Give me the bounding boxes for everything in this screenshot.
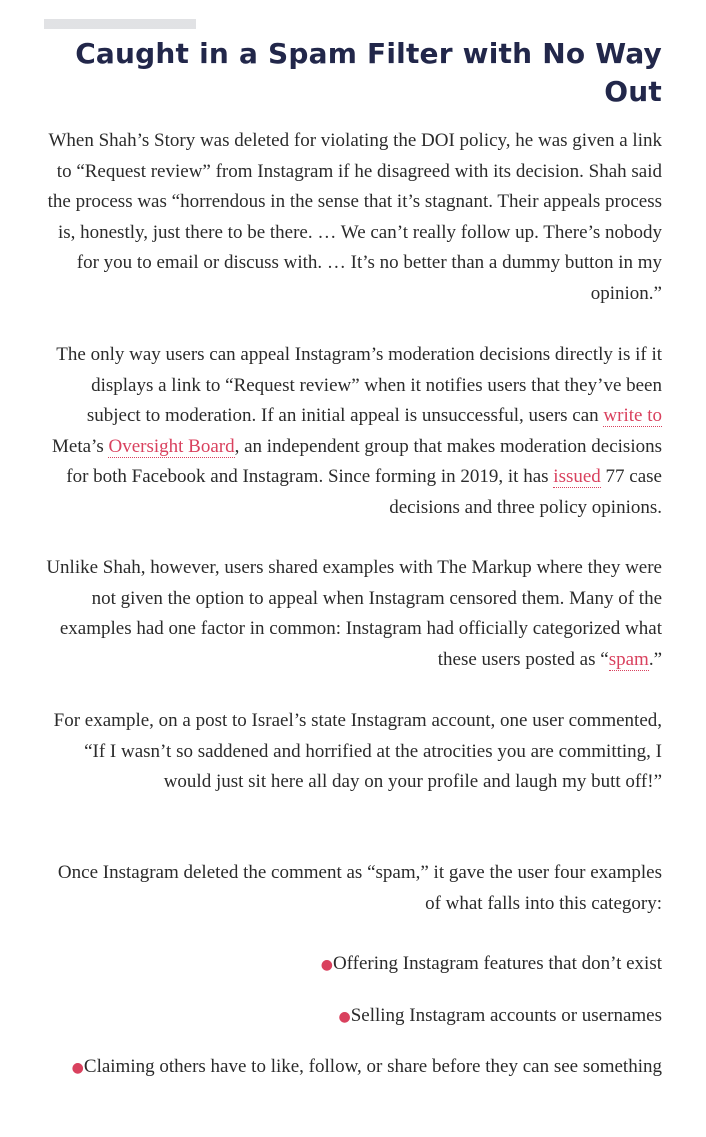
dotted-rule [44,19,196,29]
oversight-board-link[interactable]: Oversight Board [108,435,235,457]
paragraph-1: When Shah’s Story was deleted for violating the DOI policy, he was given a link to “Request review” from Instagram if he disagreed with its decision. Shah said the process was “horrendous in the sense that it’s stagnant. Their appeals process is, honestly, just there to be there. … We can’t really follow up. There’s nobody for you to email or discuss with. … It’s no better than a dummy button in my opinion.” [47,130,662,304]
list-item-text: Offering Instagram features that don’t exist [332,953,662,974]
list-item-text: Claiming others have to like, follow, or share before they can see something [83,1056,662,1077]
paragraph-2-text-b: Meta’s [52,435,109,457]
issued-link[interactable]: issued [553,466,601,487]
spam-link[interactable]: spam [608,648,649,670]
list-item [44,1001,662,1033]
paragraph-2-text-d: 77 case decisions and three policy opinions. [389,466,662,518]
bullet-icon: ● [71,1060,84,1076]
paragraph-5: Once Instagram deleted the comment as “spam,” it gave the user four examples of what falls into this category: [57,862,662,914]
paragraph-2-text-c: , an independent group that makes moderation decisions for both Facebook and Instagram. Since forming in 2019, it has [66,435,662,487]
paragraph-4: For example, on a post to Israel’s state Instagram account, one user commented, “If I wasn’t so saddened and horrified at the atrocities you are committing, I would just sit here all day on your profile and laugh my butt off!” [53,710,662,792]
list-item-text: Selling Instagram accounts or usernames [350,1004,662,1026]
bullet-icon: ● [320,957,333,973]
paragraph-2-text-a: The only way users can appeal Instagram’s moderation decisions directly is if it displays a link to “Request review” when it notifies users that they’ve been subject to moderation. If an initial appeal is unsuccessful, users can [56,344,662,426]
bullet-icon: ● [338,1008,351,1025]
paragraph-3-text-a: Unlike Shah, however, users shared examples with The Markup where they were not given the option to appeal when Instagram censored them. Many of the examples had one factor in common: Instagram had officially categorized what these users posted as “ [46,557,662,670]
paragraph-3-text-b: .” [648,648,662,670]
write-to-link[interactable]: write to [603,405,662,426]
list-item [44,1052,662,1084]
paragraph-2 [44,340,662,523]
section-heading: Caught in a Spam Filter with No Way Out [75,37,662,108]
spam-examples-list [44,949,662,1104]
paragraph-3 [44,553,662,675]
list-item [44,949,662,981]
